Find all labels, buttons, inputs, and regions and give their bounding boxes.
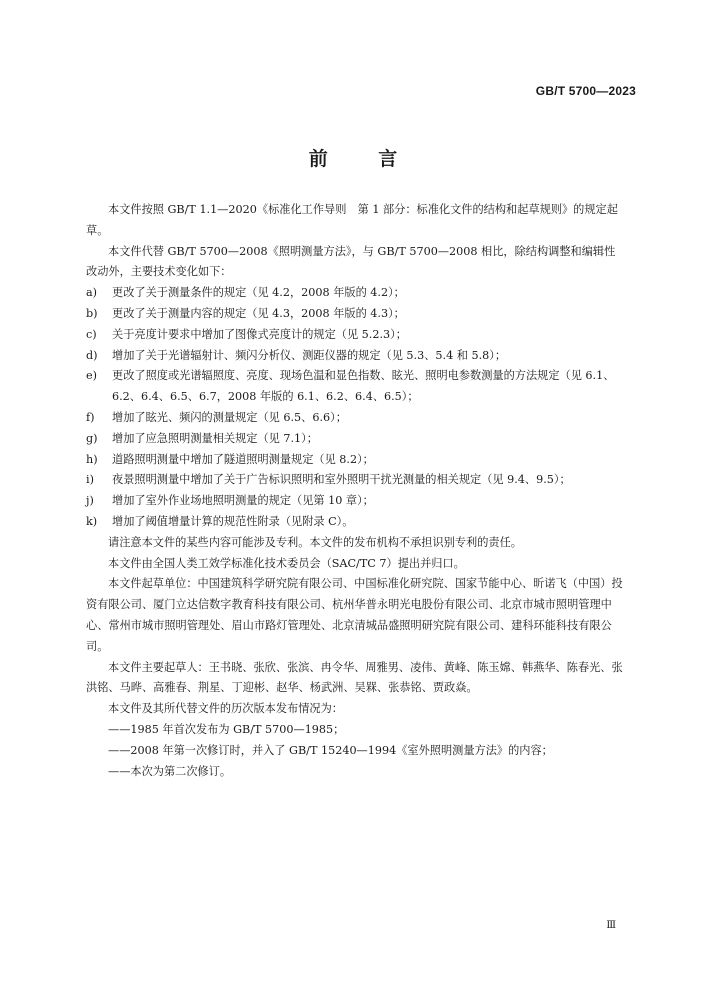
list-text: 更改了关于测量内容的规定（见 4.3，2008 年版的 4.3）； <box>112 306 405 320</box>
list-item <box>86 491 626 512</box>
list-text: 增加了关于光谱辐射计、频闪分析仪、测距仪器的规定（见 5.3、5.4 和 5.8）； <box>112 348 507 362</box>
list-text: 增加了阈值增量计算的规范性附录（见附录 C）。 <box>112 514 354 528</box>
intro-paragraph: 本文件按照 GB/T 1.1—2020《标准化工作导则 第 1 部分：标准化文件的结构和起草规则》的规定起草。 <box>86 203 618 237</box>
drafters-paragraph: 本文件主要起草人：王书晓、张欣、张滨、冉令华、周雅男、凌伟、黄峰、陈玉嫦、韩燕华、陈春光、张洪铭、马晔、高雅春、荆星、丁迎彬、赵华、杨武洲、吴槑、张恭铭、贾政焱。 <box>86 660 623 695</box>
proposer-paragraph: 本文件由全国人类工效学标准化技术委员会（SAC/TC 7）提出并归口。 <box>108 556 465 570</box>
history-item: ——本次为第二次修订。 <box>108 764 232 778</box>
history-intro: 本文件及其所代替文件的历次版本发布情况为： <box>108 702 343 716</box>
list-item <box>86 366 626 408</box>
patent-notice: 请注意本文件的某些内容可能涉及专利。本文件的发布机构不承担识别专利的责任。 <box>108 535 522 549</box>
list-text: 道路照明测量中增加了隧道照明测量规定（见 8.2）； <box>112 452 374 466</box>
list-marker: b) <box>86 306 98 320</box>
list-marker: e) <box>86 369 97 383</box>
list-marker: d) <box>86 348 98 362</box>
list-marker: h) <box>86 452 98 466</box>
list-marker: g) <box>86 431 98 445</box>
list-marker: i) <box>86 473 94 487</box>
list-marker: c) <box>86 327 97 341</box>
list-marker: a) <box>86 286 98 300</box>
standard-number: GB/T 5700—2023 <box>535 84 636 98</box>
history-item: ——2008 年第一次修订时，并入了 GB/T 15240—1994《室外照明测量方法》的内容； <box>108 743 553 757</box>
list-text: 更改了关于测量条件的规定（见 4.2，2008 年版的 4.2）； <box>112 286 405 300</box>
list-text: 关于亮度计要求中增加了图像式亮度计的规定（见 5.2.3）； <box>112 327 407 341</box>
list-marker: k) <box>86 514 98 528</box>
list-marker: f) <box>86 410 95 424</box>
intro-paragraph: 本文件代替 GB/T 5700—2008《照明测量方法》，与 GB/T 5700—2008 相比，除结构调整和编辑性改动外，主要技术变化如下： <box>86 244 616 279</box>
history-item: ——1985 年首次发布为 GB/T 5700—1985； <box>108 722 345 736</box>
drafting-units-paragraph: 本文件起草单位：中国建筑科学研究院有限公司、中国标准化研究院、国家节能中心、昕诺飞（中国）投资有限公司、厦门立达信数字教育科技有限公司、杭州华普永明光电股份有限公司、北京市城市照明管理中心、常州市城市照明管理处、眉山市路灯管理处、北京清城品盛照明研究院有限公司、建科环能科技有限公司。 <box>86 577 623 653</box>
list-item <box>86 450 626 471</box>
list-item <box>86 283 626 304</box>
document-body <box>86 200 626 782</box>
list-item <box>86 304 626 325</box>
list-item <box>86 512 626 533</box>
list-text: 更改了照度或光谱辐照度、亮度、现场色温和显色指数、眩光、照明电参数测量的方法规定（见 6.1、6.2、6.4、6.5、6.7，2008 年版的 6.1、6.2、6.4、6.5）； <box>112 369 615 404</box>
list-text: 增加了眩光、频闪的测量规定（见 6.5、6.6）； <box>112 410 347 424</box>
list-item <box>86 325 626 346</box>
page-number: Ⅲ <box>606 920 616 931</box>
list-text: 夜景照明测量中增加了关于广告标识照明和室外照明干扰光测量的相关规定（见 9.4、9.5）； <box>112 473 571 487</box>
page-title: 前 言 <box>308 148 420 170</box>
list-marker: j) <box>86 494 94 508</box>
list-item <box>86 346 626 367</box>
list-item <box>86 470 626 491</box>
list-text: 增加了应急照明测量相关规定（见 7.1）； <box>112 431 318 445</box>
list-text: 增加了室外作业场地照明测量的规定（见第 10 章）； <box>112 494 374 508</box>
list-item <box>86 408 626 429</box>
list-item <box>86 429 626 450</box>
